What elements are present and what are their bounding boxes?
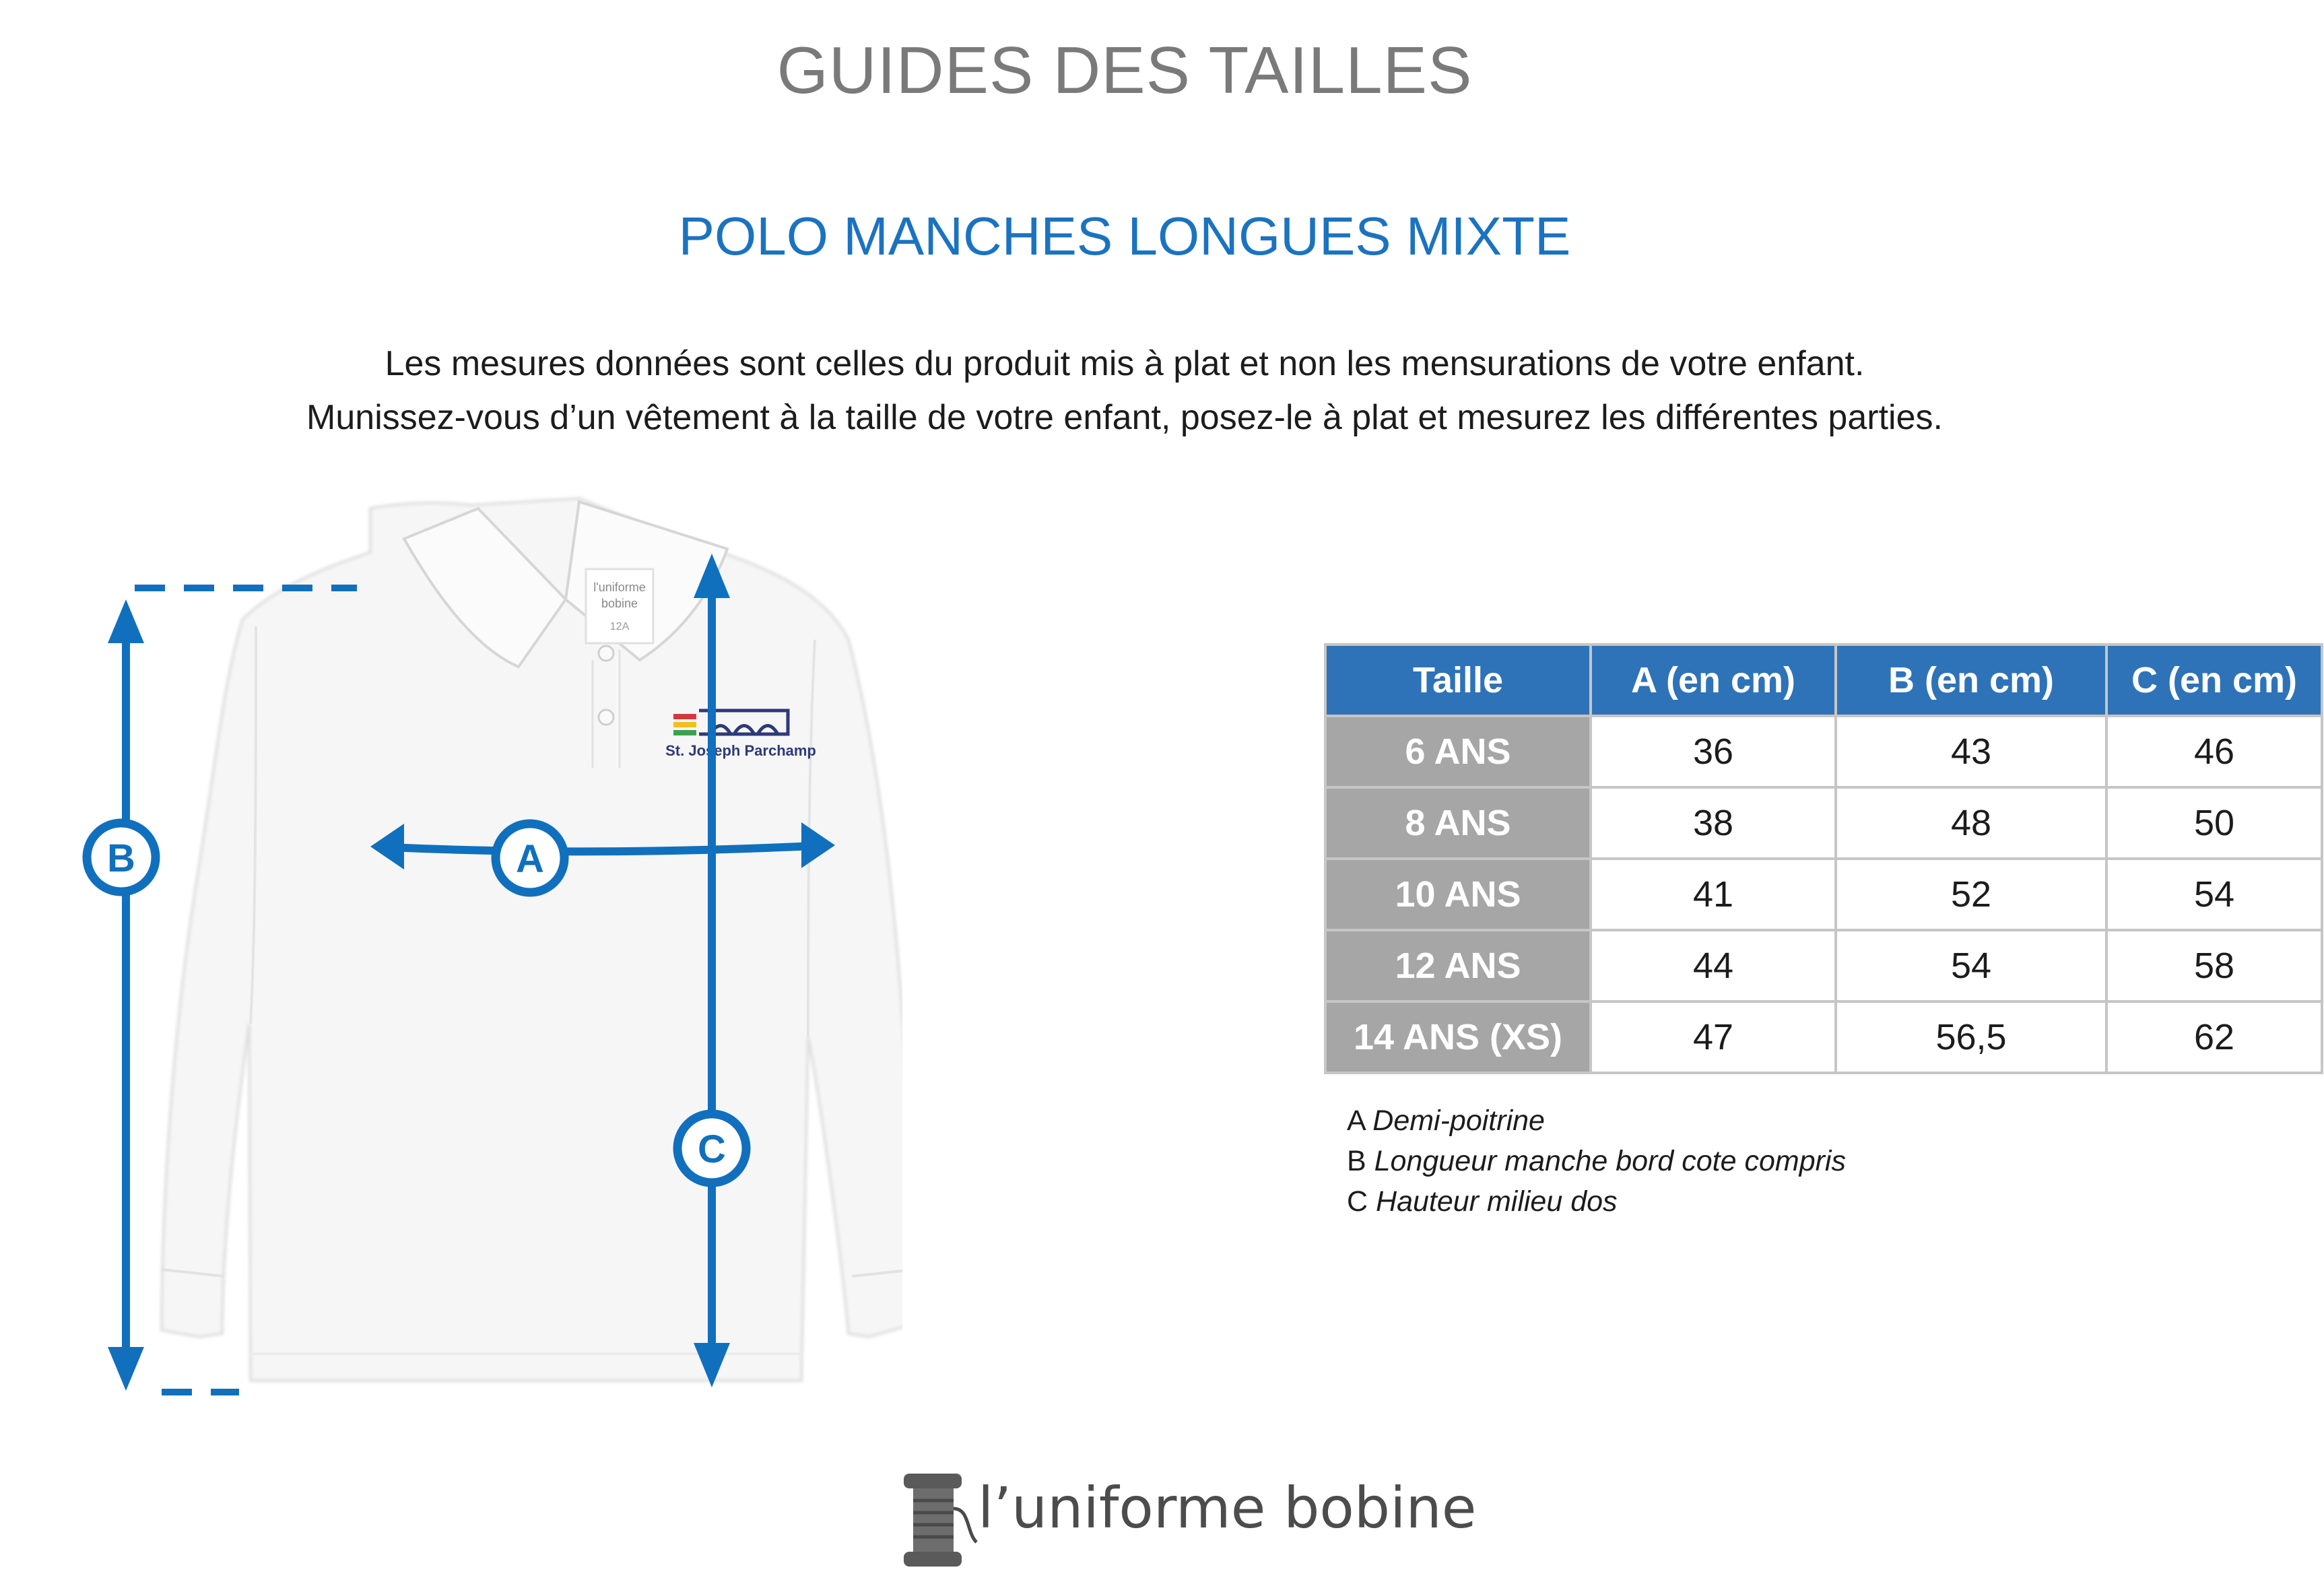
table-row xyxy=(1325,716,2322,787)
cell-c: 58 xyxy=(2106,930,2322,1001)
table-row xyxy=(1325,787,2322,859)
table-row xyxy=(1325,859,2322,930)
legend-item-a xyxy=(1347,1105,1545,1138)
legend-key: A xyxy=(1347,1105,1365,1137)
row-size: 8 ANS xyxy=(1325,787,1591,859)
legend-item-c xyxy=(1347,1185,1618,1218)
legend-text: Hauteur milieu dos xyxy=(1376,1185,1618,1218)
cell-a: 44 xyxy=(1591,930,1836,1001)
cell-a: 41 xyxy=(1591,859,1836,930)
header-b: B (en cm) xyxy=(1836,645,2106,716)
table-row xyxy=(1325,1001,2322,1073)
header-size: Taille xyxy=(1325,645,1591,716)
cell-c: 50 xyxy=(2106,787,2322,859)
cell-a: 38 xyxy=(1591,787,1836,859)
label-c: C xyxy=(698,1127,726,1171)
row-size: 14 ANS (XS) xyxy=(1325,1001,1591,1073)
brand-name: l’uniforme bobine xyxy=(978,1475,1477,1541)
label-a: A xyxy=(516,837,544,881)
label-b: B xyxy=(107,836,135,880)
legend-key: B xyxy=(1347,1145,1366,1177)
intro-line-2: Munissez-vous d’un vêtement à la taille de votre enfant, posez-le à plat et mesurez les différentes parties. xyxy=(306,398,1943,437)
polo-shirt-illustration xyxy=(162,498,902,1381)
header-c: C (en cm) xyxy=(2106,645,2322,716)
badge-text: St. Joseph Parchamp xyxy=(665,742,816,759)
button-1 xyxy=(599,646,613,661)
cell-a: 47 xyxy=(1591,1001,1836,1073)
tag-text-1: l'uniforme xyxy=(593,581,646,594)
cell-b: 43 xyxy=(1836,716,2106,787)
tag-size: 12A xyxy=(609,621,630,632)
cell-b: 54 xyxy=(1836,930,2106,1001)
legend-key: C xyxy=(1347,1185,1368,1218)
arrow-up-icon xyxy=(108,599,144,643)
header-a: A (en cm) xyxy=(1591,645,1836,716)
cell-c: 54 xyxy=(2106,859,2322,930)
arrow-down-icon xyxy=(108,1347,144,1391)
row-size: 6 ANS xyxy=(1325,716,1591,787)
cell-b: 52 xyxy=(1836,859,2106,930)
page-title: GUIDES DES TAILLES xyxy=(776,33,1473,107)
cell-a: 36 xyxy=(1591,716,1836,787)
legend-text: Longueur manche bord cote compris xyxy=(1374,1145,1846,1177)
spool-icon xyxy=(904,1474,976,1567)
button-2 xyxy=(599,710,613,725)
legend-item-b xyxy=(1347,1145,1846,1178)
intro-line-1: Les mesures données sont celles du produit mis à plat et non les mensurations de votre enfant. xyxy=(385,344,1865,383)
size-table xyxy=(1324,643,2323,1074)
polo-measurement-diagram xyxy=(54,485,902,1408)
tag-text-2: bobine xyxy=(601,597,638,610)
row-size: 10 ANS xyxy=(1325,859,1591,930)
table-row xyxy=(1325,930,2322,1001)
cell-b: 56,5 xyxy=(1836,1001,2106,1073)
row-size: 12 ANS xyxy=(1325,930,1591,1001)
product-title: POLO MANCHES LONGUES MIXTE xyxy=(678,206,1571,266)
legend-text: Demi-poitrine xyxy=(1372,1105,1545,1137)
cell-b: 48 xyxy=(1836,787,2106,859)
cell-c: 46 xyxy=(2106,716,2322,787)
cell-c: 62 xyxy=(2106,1001,2322,1073)
table-header-row xyxy=(1325,645,2322,716)
